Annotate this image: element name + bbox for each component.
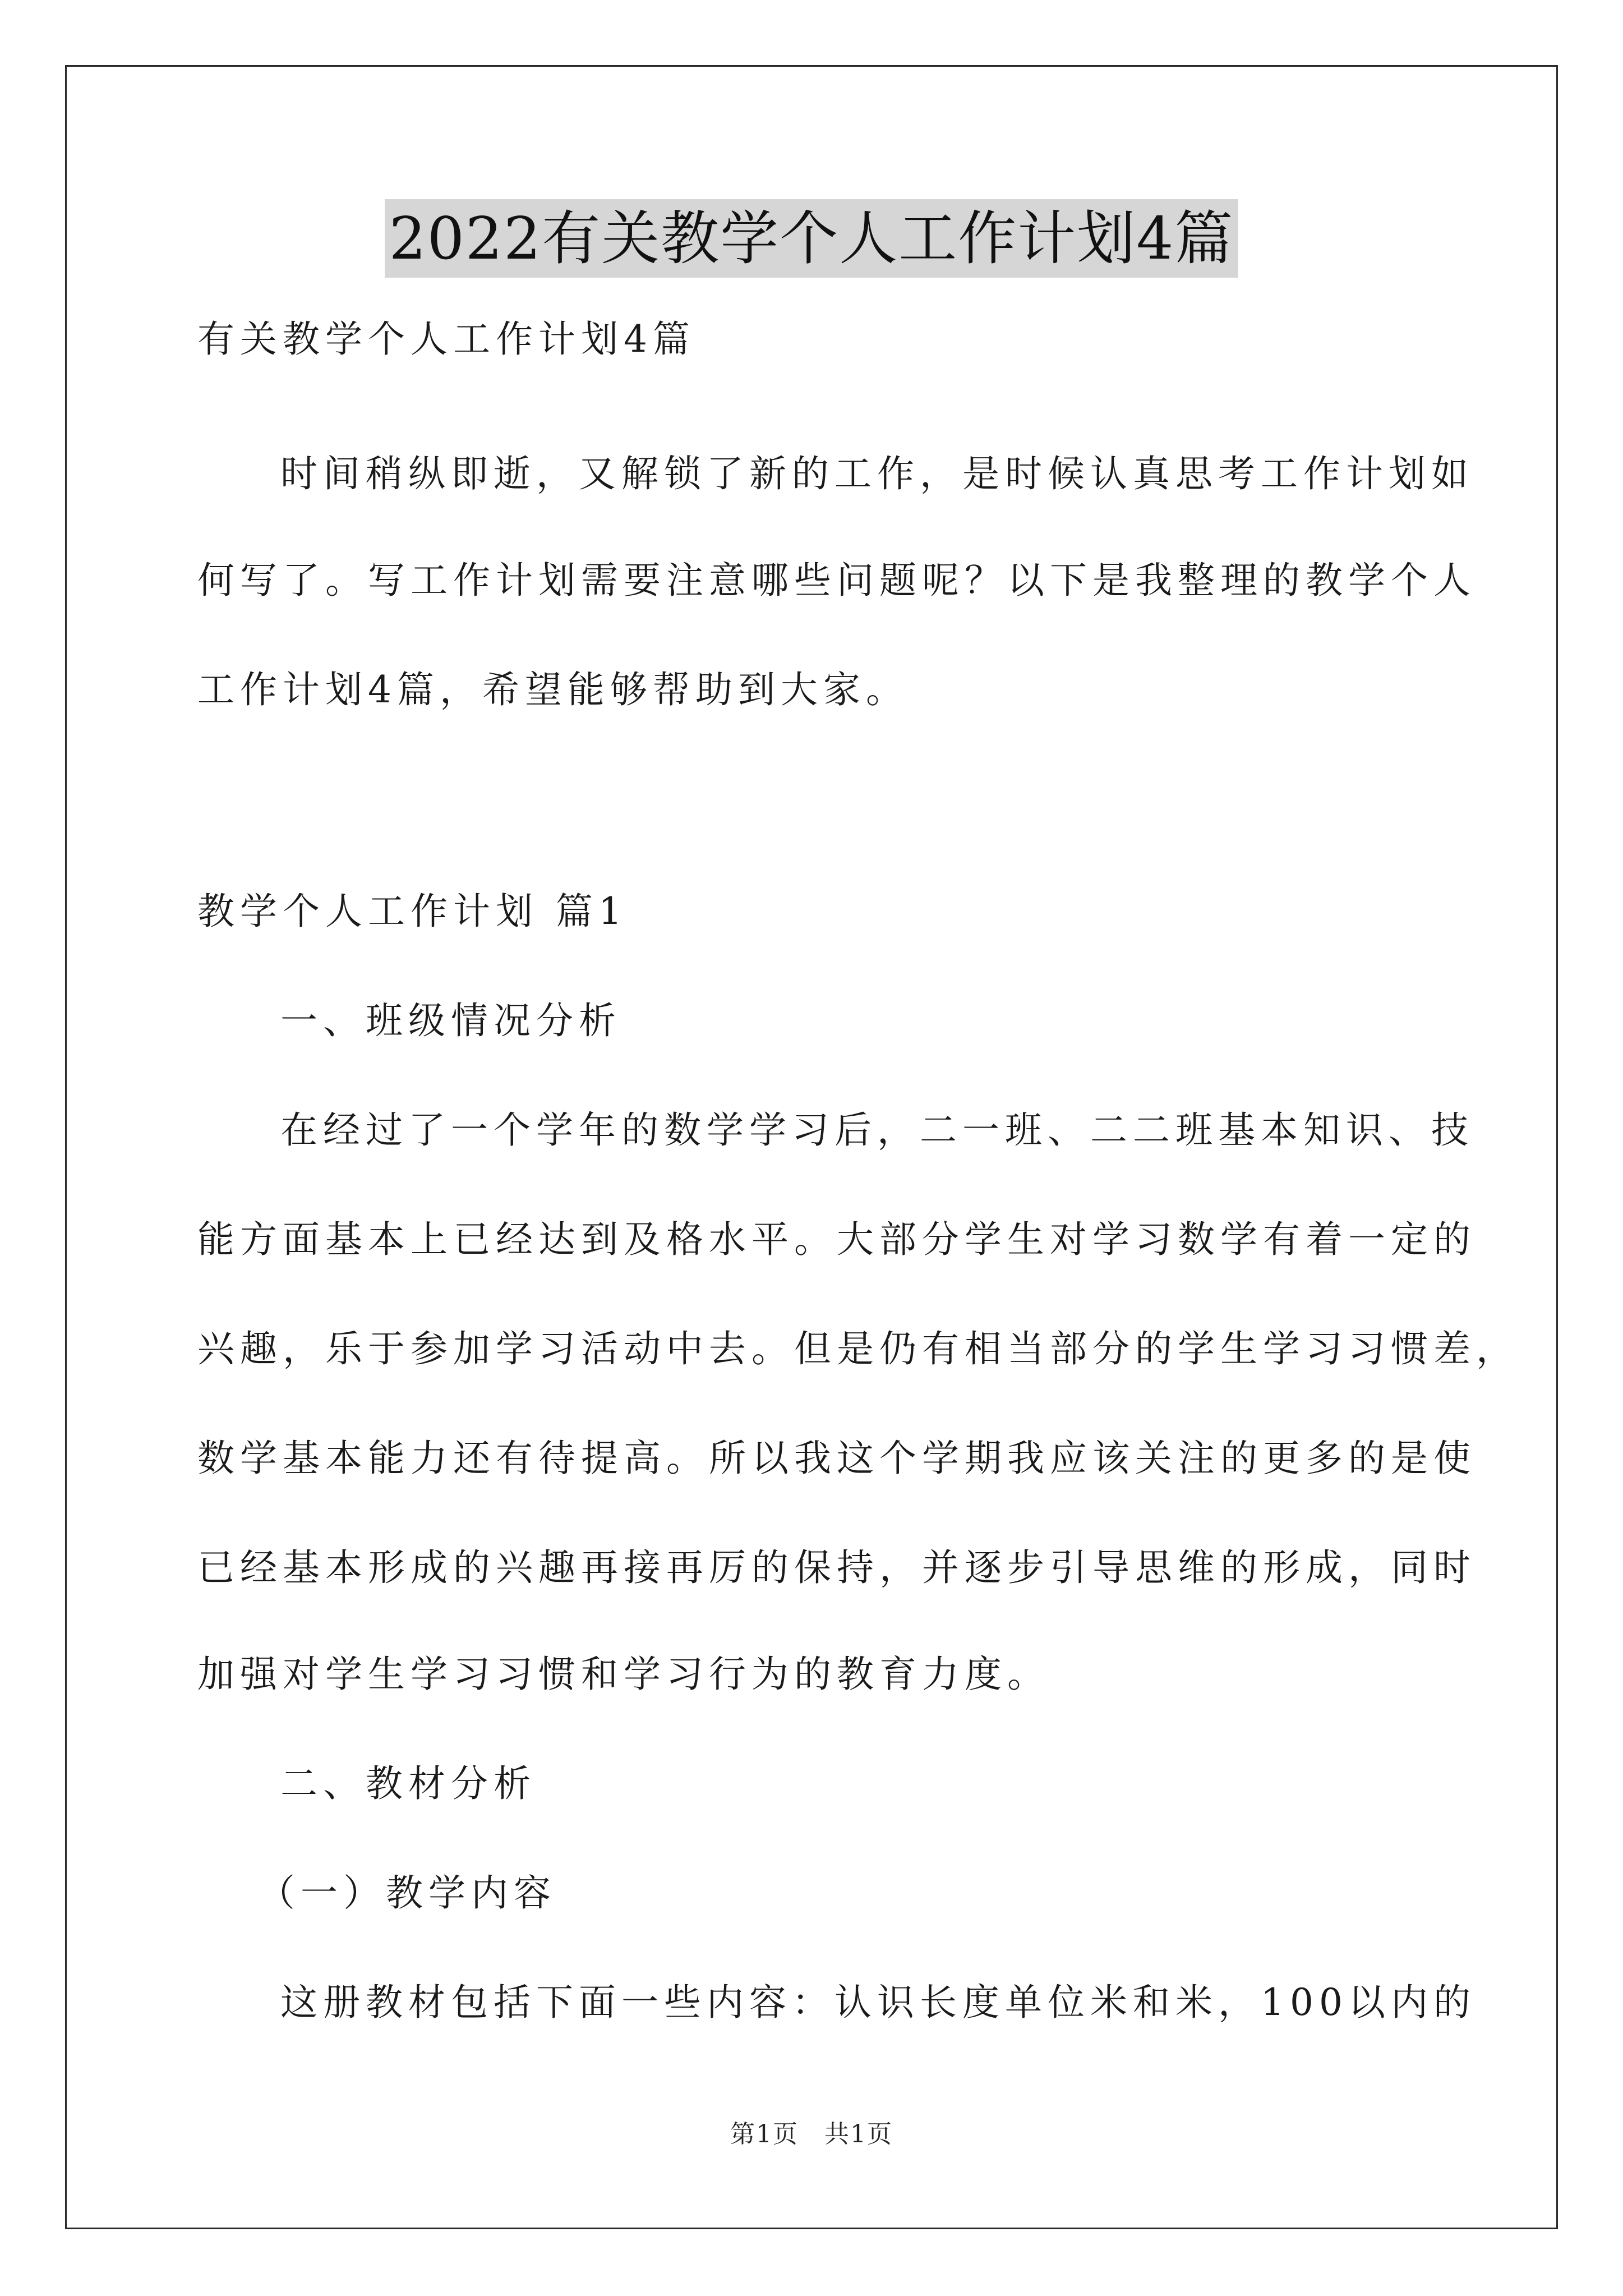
class-analysis-line-1: 在经过了一个学年的数学学习后，二一班、二二班基本知识、技 — [280, 1108, 1474, 1152]
teaching-content-line-1: 这册教材包括下面一些内容：认识长度单位米和米，100以内的 — [280, 1981, 1476, 2024]
class-analysis-line-2: 能方面基本上已经达到及格水平。大部分学生对学习数学有着一定的 — [197, 1218, 1476, 1261]
intro-line-1: 时间稍纵即逝，又解锁了新的工作，是时候认真思考工作计划如 — [280, 452, 1474, 495]
title-container — [0, 199, 1623, 278]
subtitle: 有关教学个人工作计划4篇 — [197, 318, 695, 361]
intro-line-3: 工作计划4篇，希望能够帮助到大家。 — [197, 668, 909, 711]
class-analysis-line-5: 已经基本形成的兴趣再接再厉的保持，并逐步引导思维的形成，同时 — [197, 1546, 1476, 1589]
heading-teaching-content: （一）教学内容 — [258, 1871, 556, 1915]
class-analysis-line-3: 兴趣，乐于参加学习活动中去。但是仍有相当部分的学生学习习惯差， — [197, 1327, 1519, 1370]
intro-line-2: 何写了。写工作计划需要注意哪些问题呢？以下是我整理的教学个人 — [197, 559, 1476, 602]
heading-textbook-analysis: 二、教材分析 — [280, 1762, 536, 1805]
document-title: 2022有关教学个人工作计划4篇 — [385, 199, 1239, 278]
class-analysis-line-6: 加强对学生学习习惯和学习行为的教育力度。 — [197, 1653, 1050, 1696]
heading-class-analysis: 一、班级情况分析 — [280, 999, 621, 1042]
class-analysis-line-4: 数学基本能力还有待提高。所以我这个学期我应该关注的更多的是使 — [197, 1437, 1476, 1480]
page-footer: 第1页 共1页 — [730, 2120, 893, 2148]
section-heading: 教学个人工作计划 篇1 — [197, 890, 628, 933]
